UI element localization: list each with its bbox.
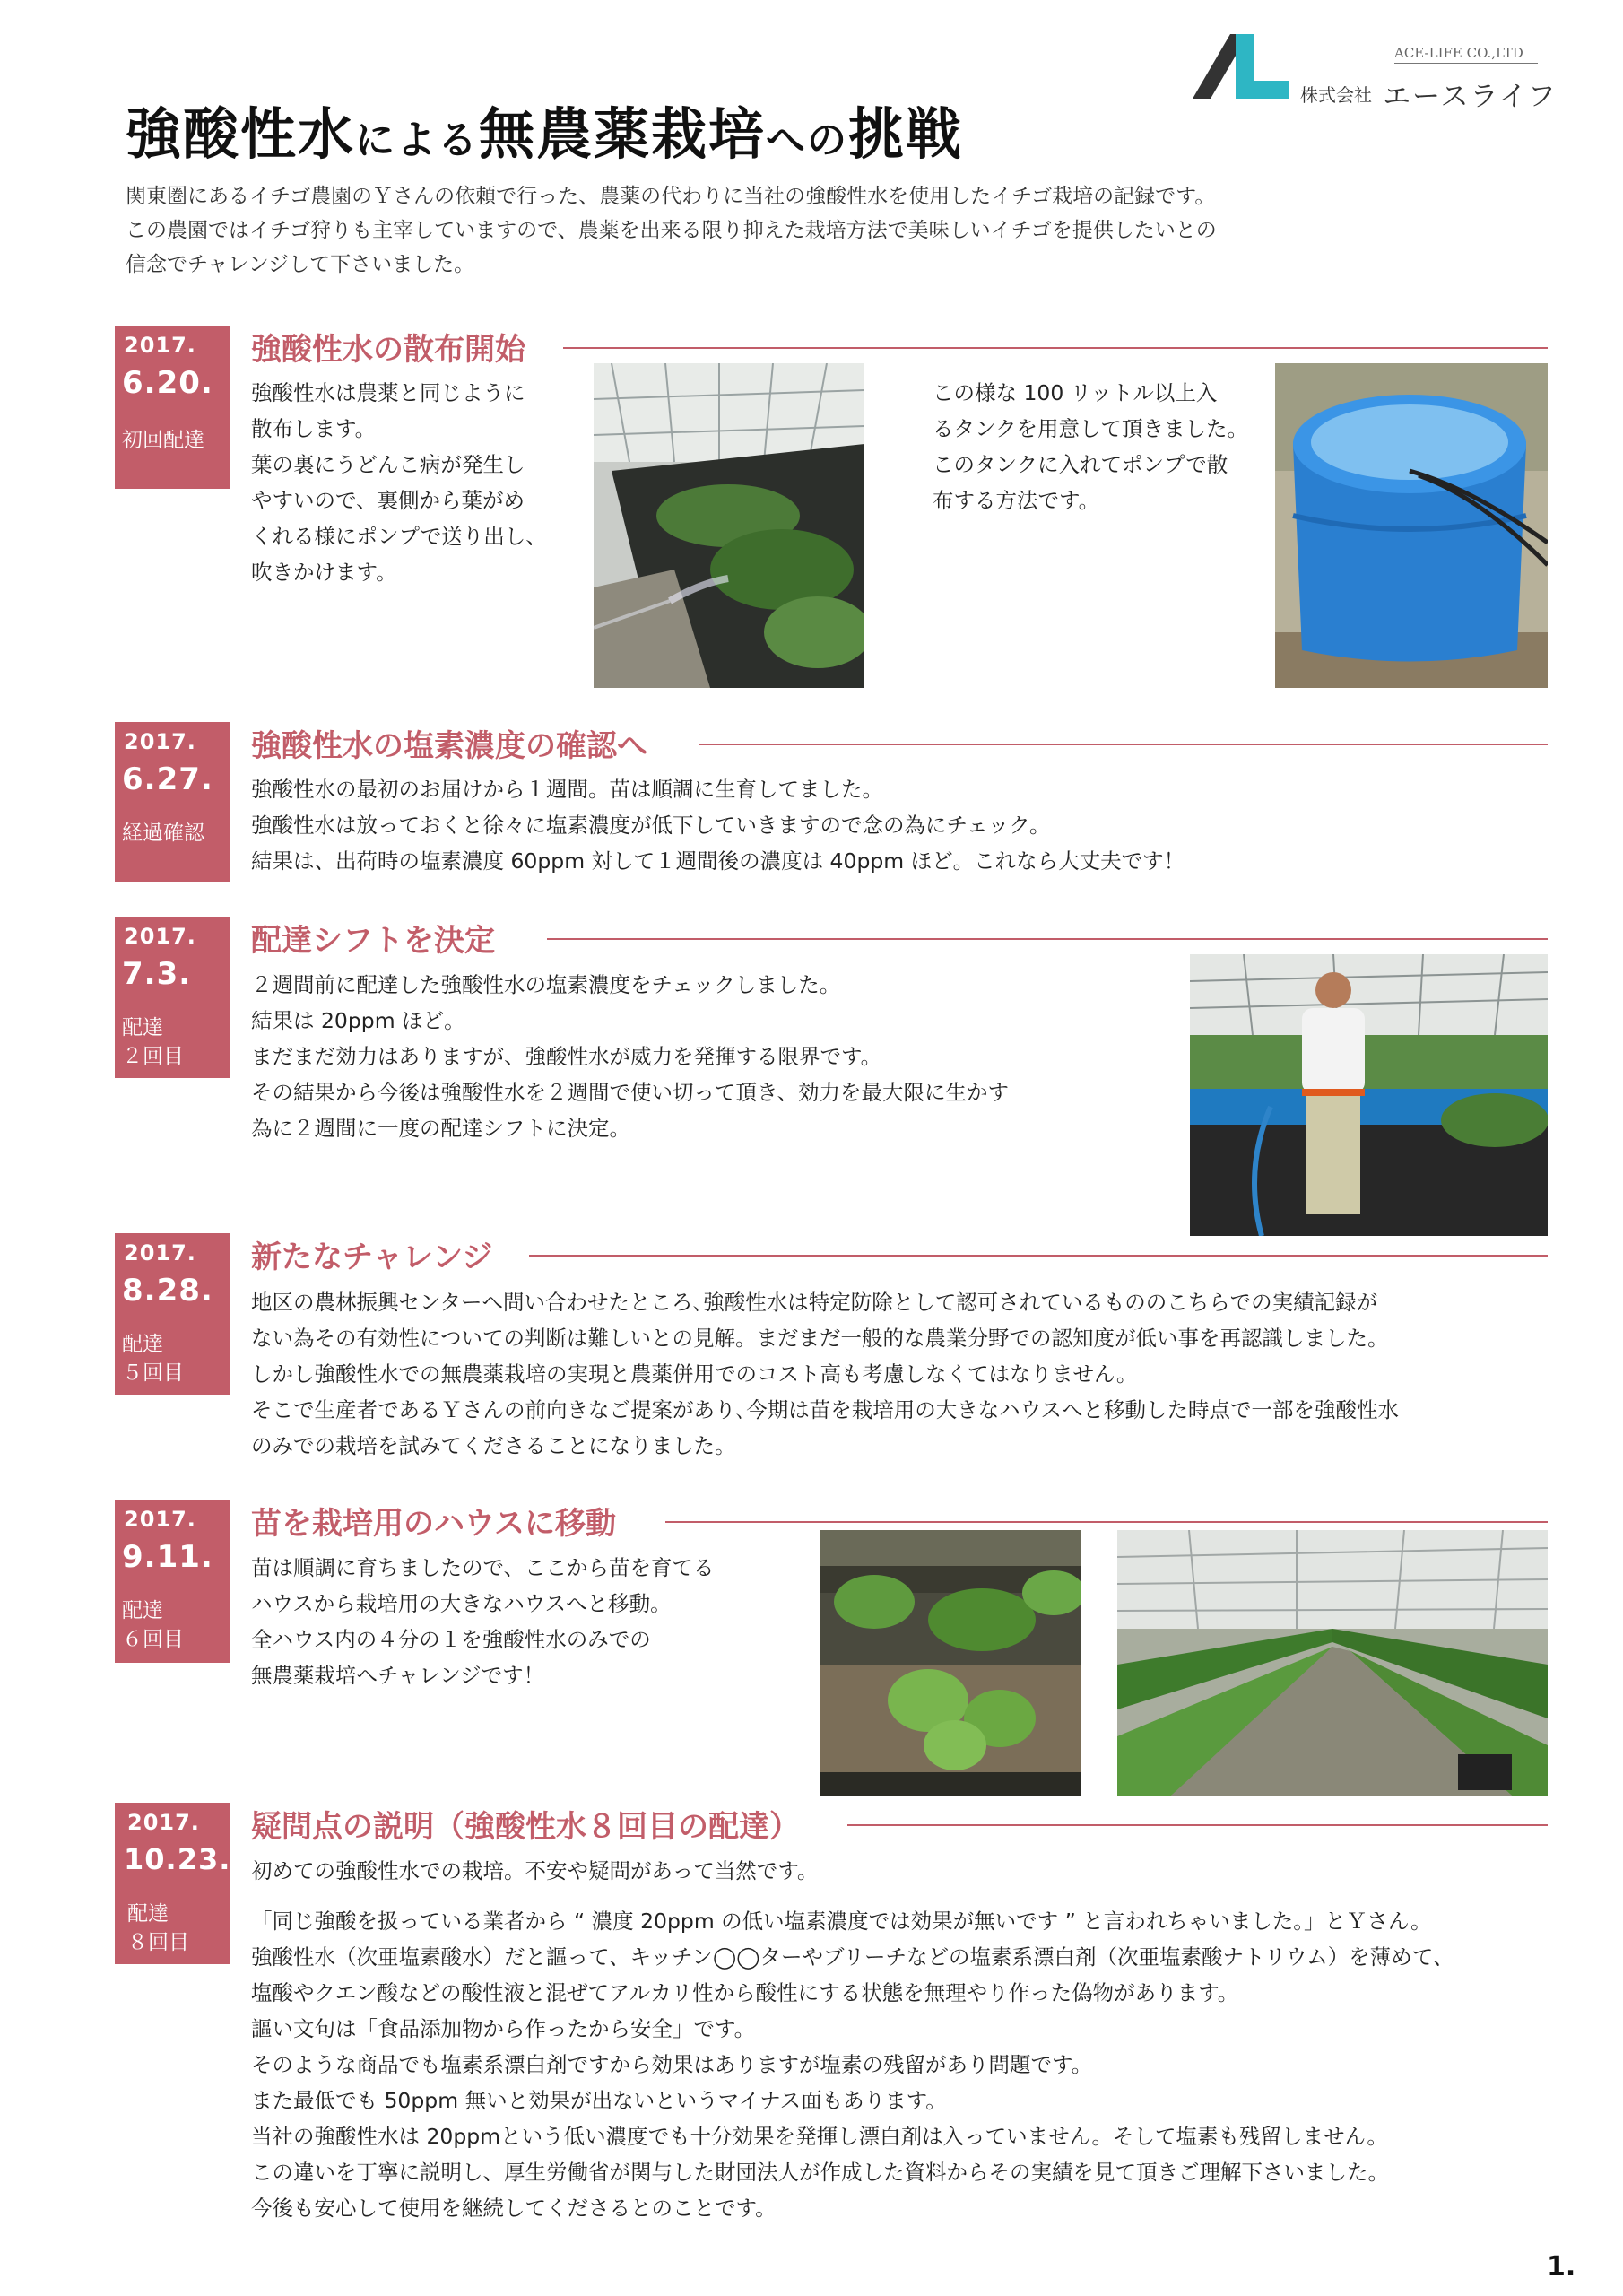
- section-body: 強酸性水の最初のお届けから１週間。苗は順調に生育してました。 強酸性水は放っておくと徐々に塩素濃度が低下していきますので念の為にチェック。 結果は、出荷時の塩素濃度 60ppm 対して１週間後の濃度は 40ppm ほど。これなら大丈夫です！: [251, 777, 1185, 874]
- date-badge: 2017. 9.11. 配達 ６回目: [115, 1500, 230, 1663]
- section-body-secondary: この様な 100 リットル以上入 るタンクを用意して頂きました。 このタンクに入れてポンプで散 布する方法です。: [933, 380, 1249, 513]
- date-badge: 2017. 6.20. 初回配達: [115, 326, 230, 489]
- tank-photo: [1275, 363, 1548, 688]
- section-divider: [563, 347, 1548, 349]
- section-divider: [529, 1255, 1548, 1257]
- greenhouse-photo: [1117, 1530, 1548, 1796]
- section-divider: [547, 938, 1548, 940]
- section-heading: 強酸性水の塩素濃度の確認へ: [251, 728, 647, 764]
- section-body: 初めての強酸性水での栽培。不安や疑問があって当然です。: [251, 1858, 819, 1883]
- spraying-photo: [594, 363, 864, 688]
- logo-divider: [1394, 63, 1538, 64]
- section-heading: 配達シフトを決定: [251, 923, 495, 959]
- company-name-en: ACE-LIFE CO.,LTD: [1394, 45, 1523, 61]
- section-heading: 疑問点の説明（強酸性水８回目の配達）: [251, 1809, 800, 1845]
- section-body: 地区の農林振興センターへ問い合わせたところ､強酸性水は特定防除として認可されているもののこちらでの実績記録が ない為その有効性についての判断は難しいとの見解。まだまだ一般的な農業分野での認知度が低い事を再認識しました。 しかし強酸性水での無農薬栽培の実現と農薬併用でのコスト高も考慮しなくてはなりません。 そこで生産者であるＹさんの前向きなご提案があり､今期は苗を栽培用の大きなハウスへと移動した時点で一部を強酸性水 のみでの栽培を試みてくださることになりました。: [251, 1290, 1400, 1458]
- page-title: 強酸性水による無農薬栽培への挑戦: [126, 101, 964, 167]
- intro-text: 関東圏にあるイチゴ農園のＹさんの依頼で行った、農薬の代わりに当社の強酸性水を使用したイチゴ栽培の記録です。 この農園ではイチゴ狩りも主宰していますので、農薬を出来る限り抑えた栽培方法で美味しいイチゴを提供したいとの 信念でチャレンジして下さいました。: [126, 185, 1217, 276]
- section-body: ２週間前に配達した強酸性水の塩素濃度をチェックしました。 結果は 20ppm ほど。 まだまだ効力はありますが、強酸性水が威力を発揮する限界です。 その結果から今後は強酸性水を２週間で使い切って頂き、効力を最大限に生かす 為に２週間に一度の配達シフトに決定。: [251, 972, 1010, 1141]
- section-divider: [665, 1521, 1548, 1523]
- date-badge: 2017. 10.23. 配達 ８回目: [115, 1803, 230, 1964]
- date-badge: 2017. 8.28. 配達 ５回目: [115, 1233, 230, 1395]
- date-badge: 2017. 6.27. 経過確認: [115, 722, 230, 882]
- company-name-jp: エースライフ: [1383, 81, 1558, 113]
- company-prefix: 株式会社: [1300, 84, 1372, 106]
- ace-life-logo-icon: [1193, 34, 1291, 106]
- section-divider: [699, 744, 1548, 745]
- section-body: 強酸性水は農薬と同じように 散布します。 葉の裏にうどんこ病が発生し やすいので、裏側から葉がめ くれる様にポンプで送り出し、 吹きかけます。: [251, 380, 547, 585]
- date-badge: 2017. 7.3. 配達 ２回目: [115, 917, 230, 1078]
- section-divider: [847, 1824, 1548, 1826]
- section-heading: 苗を栽培用のハウスに移動: [251, 1506, 616, 1542]
- page-number: 1.: [1547, 2251, 1576, 2283]
- worker-photo: [1190, 954, 1548, 1236]
- seedling-photo: [820, 1530, 1081, 1796]
- section-heading: 強酸性水の散布開始: [251, 332, 525, 368]
- section-heading: 新たなチャレンジ: [251, 1239, 493, 1275]
- section-body: 苗は順調に育ちましたので、ここから苗を育てる ハウスから栽培用の大きなハウスへと移動。 全ハウス内の４分の１を強酸性水のみでの 無農薬栽培へチャレンジです！: [251, 1555, 715, 1688]
- section-body-secondary: 「同じ強酸を扱っている業者から “ 濃度 20ppm の低い塩素濃度では効果が無いです ” と言われちゃいました。」とＹさん。 強酸性水（次亜塩素酸水）だと謳って、キッチン◯◯ターやブリーチなどの塩素系漂白剤（次亜塩素酸ナトリウム）を薄めて、 塩酸やクエン酸などの酸性液と混ぜてアルカリ性から酸性にする状態を無理やり作った偽物があります。 謳い文句は「食品添加物から作ったから安全」です。 そのような商品でも塩素系漂白剤ですから効果はありますが塩素の残留があり問題です。 また最低でも 50ppm 無いと効果が出ないというマイナス面もあります。 当社の強酸性水は 20ppmという低い濃度でも十分効果を発揮し漂白剤は入っていません。そして塩素も残留しません。 この違いを丁寧に説明し、厚生労働省が関与した財団法人が作成した資料からその実績を見て頂きご理解下さいました。 今後も安心して使用を継続してくださるとのことです。: [251, 1909, 1454, 2221]
- company-logo: [1193, 34, 1558, 115]
